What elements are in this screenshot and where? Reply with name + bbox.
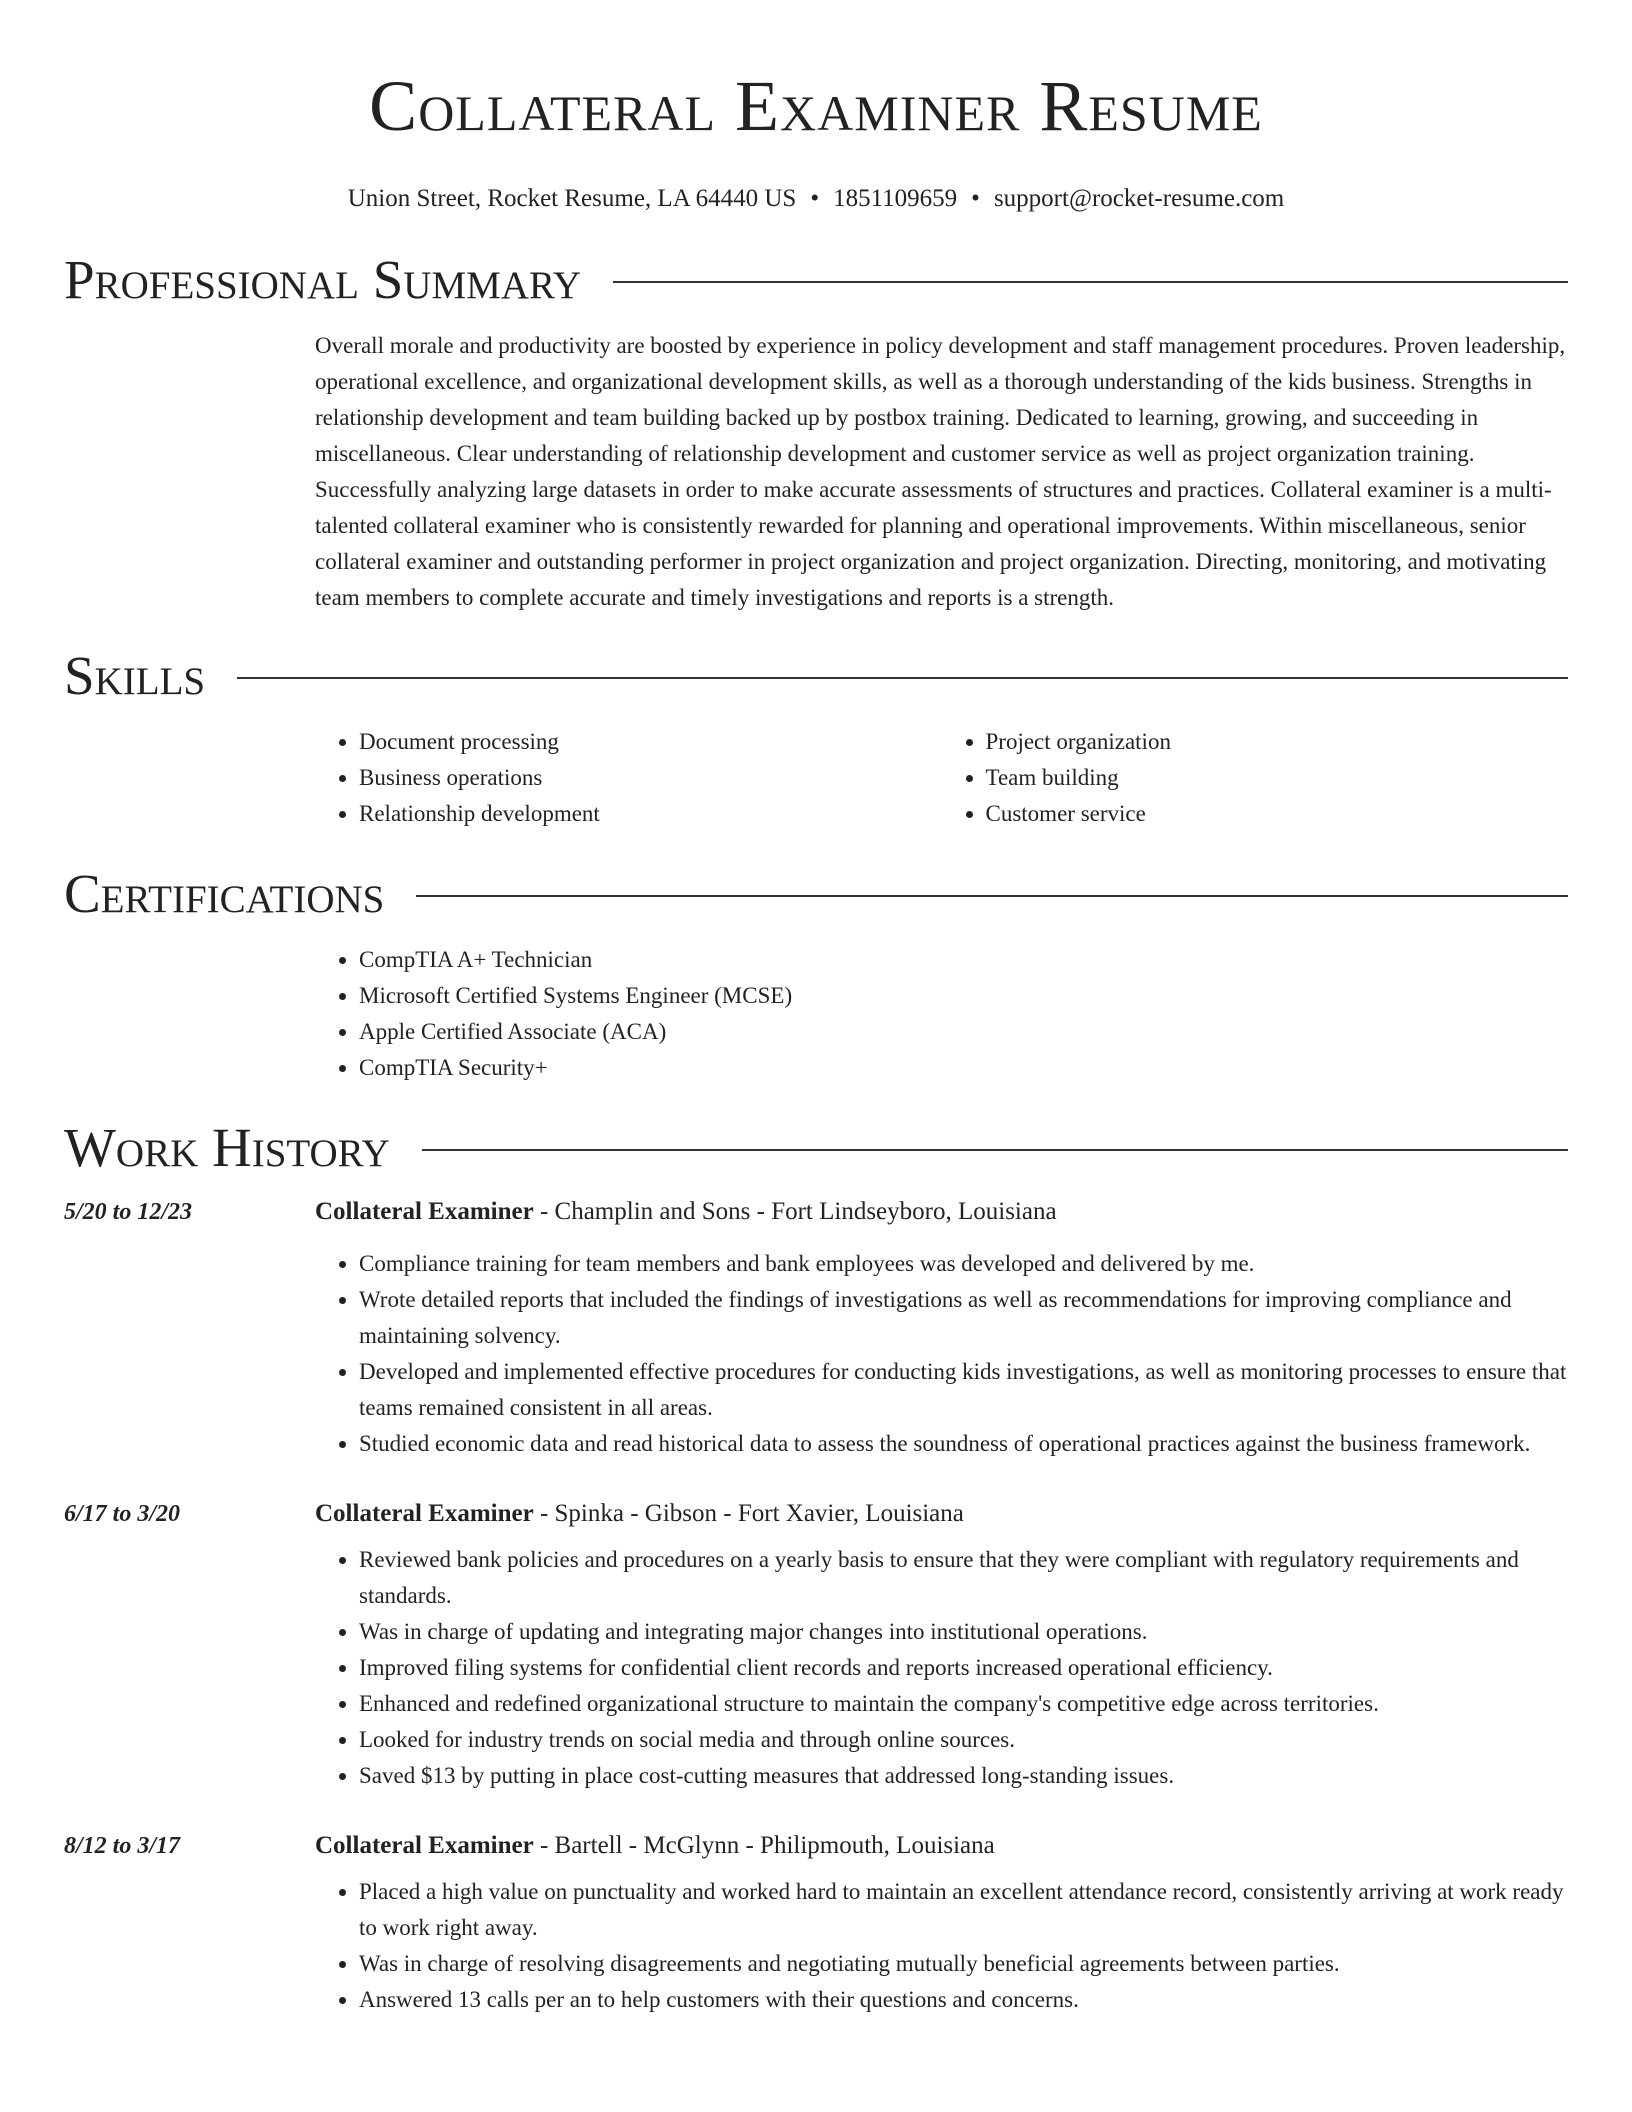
job-bullets [315, 1542, 1568, 1794]
certifications-list [315, 942, 1568, 1086]
job-details [315, 1828, 1568, 2018]
job-bullet: • Enhanced and redefined organizational structure to maintain the company's competitive edge across territories. [359, 1686, 1568, 1722]
certifications-section [64, 862, 1568, 1086]
job-employer: - Spinka - Gibson - Fort Xavier, Louisiana [533, 1500, 964, 1527]
job-entry [64, 1828, 1568, 2018]
certification-item: • CompTIA Security+ [359, 1050, 1568, 1086]
skills-columns [315, 724, 1568, 832]
job-bullet: • Reviewed bank policies and procedures on a yearly basis to ensure that they were compliant with regulatory requirements and standards. [359, 1542, 1568, 1614]
certifications-body [315, 942, 1568, 1086]
resume-header [64, 0, 1568, 214]
section-title: Work History [64, 1117, 390, 1178]
skill-item: • Project organization [986, 724, 1569, 760]
section-divider [237, 677, 1568, 679]
job-details [315, 1194, 1568, 1462]
job-title: Collateral Examiner [315, 1198, 534, 1225]
job-heading [315, 1496, 1568, 1532]
job-bullet: • Wrote detailed reports that included the findings of investigations as well as recommendations for improving compliance and maintaining solvency. [359, 1282, 1568, 1354]
work-history-heading [64, 1116, 1568, 1180]
certifications-heading [64, 862, 1568, 926]
contact-separator: • [810, 185, 820, 212]
job-details [315, 1496, 1568, 1794]
job-bullet: • Improved filing systems for confidential client records and reports increased operational efficiency. [359, 1650, 1568, 1686]
job-bullet: • Compliance training for team members and bank employees was developed and delivered by me. [359, 1246, 1568, 1282]
job-heading [315, 1828, 1568, 1864]
job-bullets [315, 1246, 1568, 1462]
job-bullet: • Developed and implemented effective procedures for conducting kids investigations, as well as monitoring processes to ensure that teams remained consistent in all areas. [359, 1354, 1568, 1426]
job-bullet: • Answered 13 calls per an to help customers with their questions and concerns. [359, 1982, 1568, 2018]
job-bullets [315, 1874, 1568, 2018]
job-entry [64, 1496, 1568, 1794]
job-entry [64, 1194, 1568, 1462]
job-bullet: • Was in charge of resolving disagreements and negotiating mutually beneficial agreements between parties. [359, 1946, 1568, 1982]
job-title: Collateral Examiner [315, 1500, 534, 1527]
summary-heading [64, 248, 1568, 312]
resume-page [64, 0, 1568, 2018]
job-heading [315, 1194, 1568, 1230]
resume-title: Collateral Examiner Resume [369, 66, 1263, 146]
summary-text: Overall morale and productivity are boosted by experience in policy development and staff management procedures. Proven leadership, operational excellence, and organizational development skills, as well as a thorough understanding of the kids business. Strengths in relationship development and team building backed up by postbox training. Dedicated to learning, growing, and succeeding in miscellaneous. Clear understanding of relationship development and customer service as well as project organization training. Successfully analyzing large datasets in order to make accurate assessments of structures and practices. Collateral examiner is a multi-talented collateral examiner who is consistently rewarded for planning and operational improvements. Within miscellaneous, senior collateral examiner and outstanding performer in project organization and project organization. Directing, monitoring, and motivating team members to complete accurate and timely investigations and reports is a strength. [315, 333, 1566, 610]
job-bullet: • Was in charge of updating and integrating major changes into institutional operations. [359, 1614, 1568, 1650]
skill-item: • Business operations [359, 760, 942, 796]
summary-body [315, 328, 1568, 616]
section-divider [422, 1149, 1568, 1151]
contact-email: support@rocket-resume.com [993, 185, 1285, 212]
job-bullet: • Placed a high value on punctuality and worked hard to maintain an excellent attendance record, consistently arriving at work ready to work right away. [359, 1874, 1568, 1946]
skill-item: • Team building [986, 760, 1569, 796]
contact-address: Union Street, Rocket Resume, LA 64440 US [347, 185, 797, 212]
contact-separator: • [971, 185, 980, 212]
job-employer: - Bartell - McGlynn - Philipmouth, Louisiana [533, 1832, 995, 1859]
job-bullet: • Saved $13 by putting in place cost-cutting measures that addressed long-standing issues. [359, 1758, 1568, 1794]
contact-phone: 1851109659 [833, 185, 958, 212]
skill-item: • Customer service [986, 796, 1569, 832]
certification-item: • Microsoft Certified Systems Engineer (MCSE) [359, 978, 1568, 1014]
certification-item: • CompTIA A+ Technician [359, 942, 1568, 978]
skills-section [64, 644, 1568, 832]
section-divider [416, 895, 1568, 897]
contact-line [64, 184, 1568, 214]
job-dates: 6/17 to 3/20 [64, 1501, 181, 1527]
summary-section [64, 248, 1568, 616]
section-title: Professional Summary [64, 249, 582, 310]
skills-list-left [315, 724, 942, 832]
skill-item: • Relationship development [359, 796, 942, 832]
work-history-section [64, 1116, 1568, 2018]
section-title: Skills [64, 645, 206, 706]
skills-list-right [942, 724, 1569, 832]
job-bullet: • Studied economic data and read historical data to assess the soundness of operational practices against the business framework. [359, 1426, 1568, 1462]
skill-item: • Document processing [359, 724, 942, 760]
job-employer: - Champlin and Sons - Fort Lindseyboro, Louisiana [533, 1198, 1057, 1225]
section-divider [613, 281, 1568, 283]
job-dates: 5/20 to 12/23 [64, 1199, 193, 1225]
certification-item: • Apple Certified Associate (ACA) [359, 1014, 1568, 1050]
job-bullet: • Looked for industry trends on social media and through online sources. [359, 1722, 1568, 1758]
skills-heading [64, 644, 1568, 708]
job-dates: 8/12 to 3/17 [64, 1833, 181, 1859]
job-title: Collateral Examiner [315, 1832, 534, 1859]
section-title: Certifications [64, 863, 385, 924]
